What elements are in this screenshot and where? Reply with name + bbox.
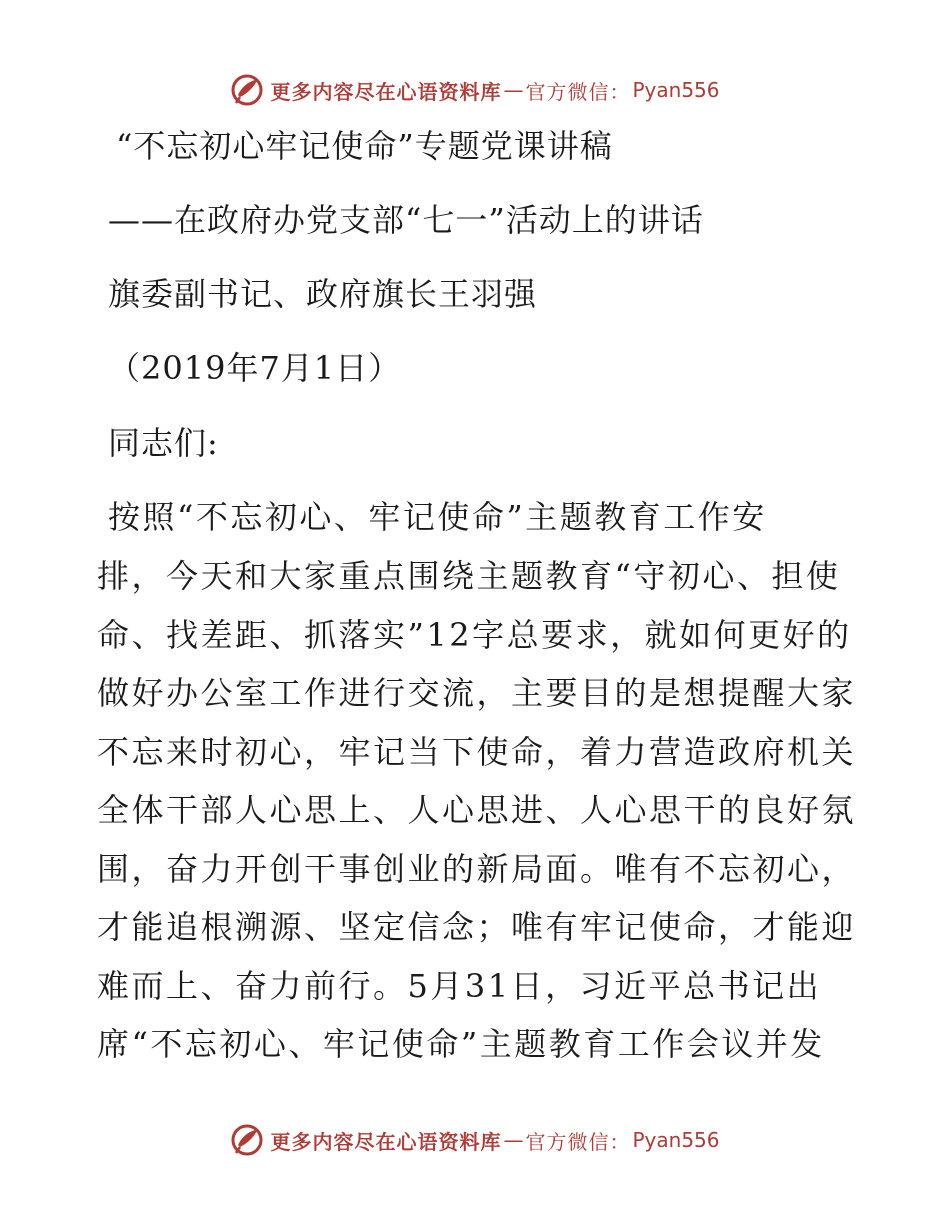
banner-account: Pyan556	[632, 78, 720, 102]
body-line: 按照“不忘初心、牢记使命”主题教育工作安	[108, 498, 767, 536]
document-salutation: 同志们:	[108, 424, 219, 462]
document-title: “不忘初心牢记使命”专题党课讲稿	[116, 127, 613, 165]
banner-brand-text: 更多内容尽在心语资料库	[270, 1129, 502, 1154]
footer-banner	[0, 1120, 950, 1160]
body-line: 席“不忘初心、牢记使命”主题教育工作会议并发	[97, 1025, 825, 1063]
banner-account: Pyan556	[632, 1128, 720, 1152]
banner-separator: —	[503, 1128, 524, 1152]
body-line: 难而上、奋力前行。5月31日，习近平总书记出	[97, 967, 822, 1005]
document-author: 旗委副书记、政府旗长王羽强	[108, 275, 538, 313]
brand-logo-icon	[230, 73, 264, 107]
body-line: 做好办公室工作进行交流，主要目的是想提醒大家	[97, 674, 857, 712]
body-line: 全体干部人心思上、人心思进、人心思干的良好氛	[97, 791, 857, 829]
body-line: 才能追根溯源、坚定信念；唯有牢记使命，才能迎	[97, 908, 857, 946]
banner-brand-text: 更多内容尽在心语资料库	[270, 79, 502, 104]
banner-separator: —	[503, 78, 524, 102]
body-line: 排，今天和大家重点围绕主题教育“守初心、担使	[97, 557, 841, 595]
body-line: 围，奋力开创干事创业的新局面。唯有不忘初心，	[97, 850, 857, 888]
body-line: 命、找差距、抓落实”12字总要求，就如何更好的	[97, 616, 852, 654]
document-subtitle: ——在政府办党支部“七一”活动上的讲话	[108, 201, 704, 239]
banner-wechat-label: 官方微信：	[525, 79, 631, 104]
header-banner	[0, 70, 950, 110]
banner-wechat-label: 官方微信：	[525, 1129, 631, 1154]
document-date: （2019年7月1日）	[108, 349, 402, 387]
body-line: 不忘来时初心，牢记当下使命，着力营造政府机关	[97, 733, 857, 771]
brand-logo-icon	[230, 1123, 264, 1157]
